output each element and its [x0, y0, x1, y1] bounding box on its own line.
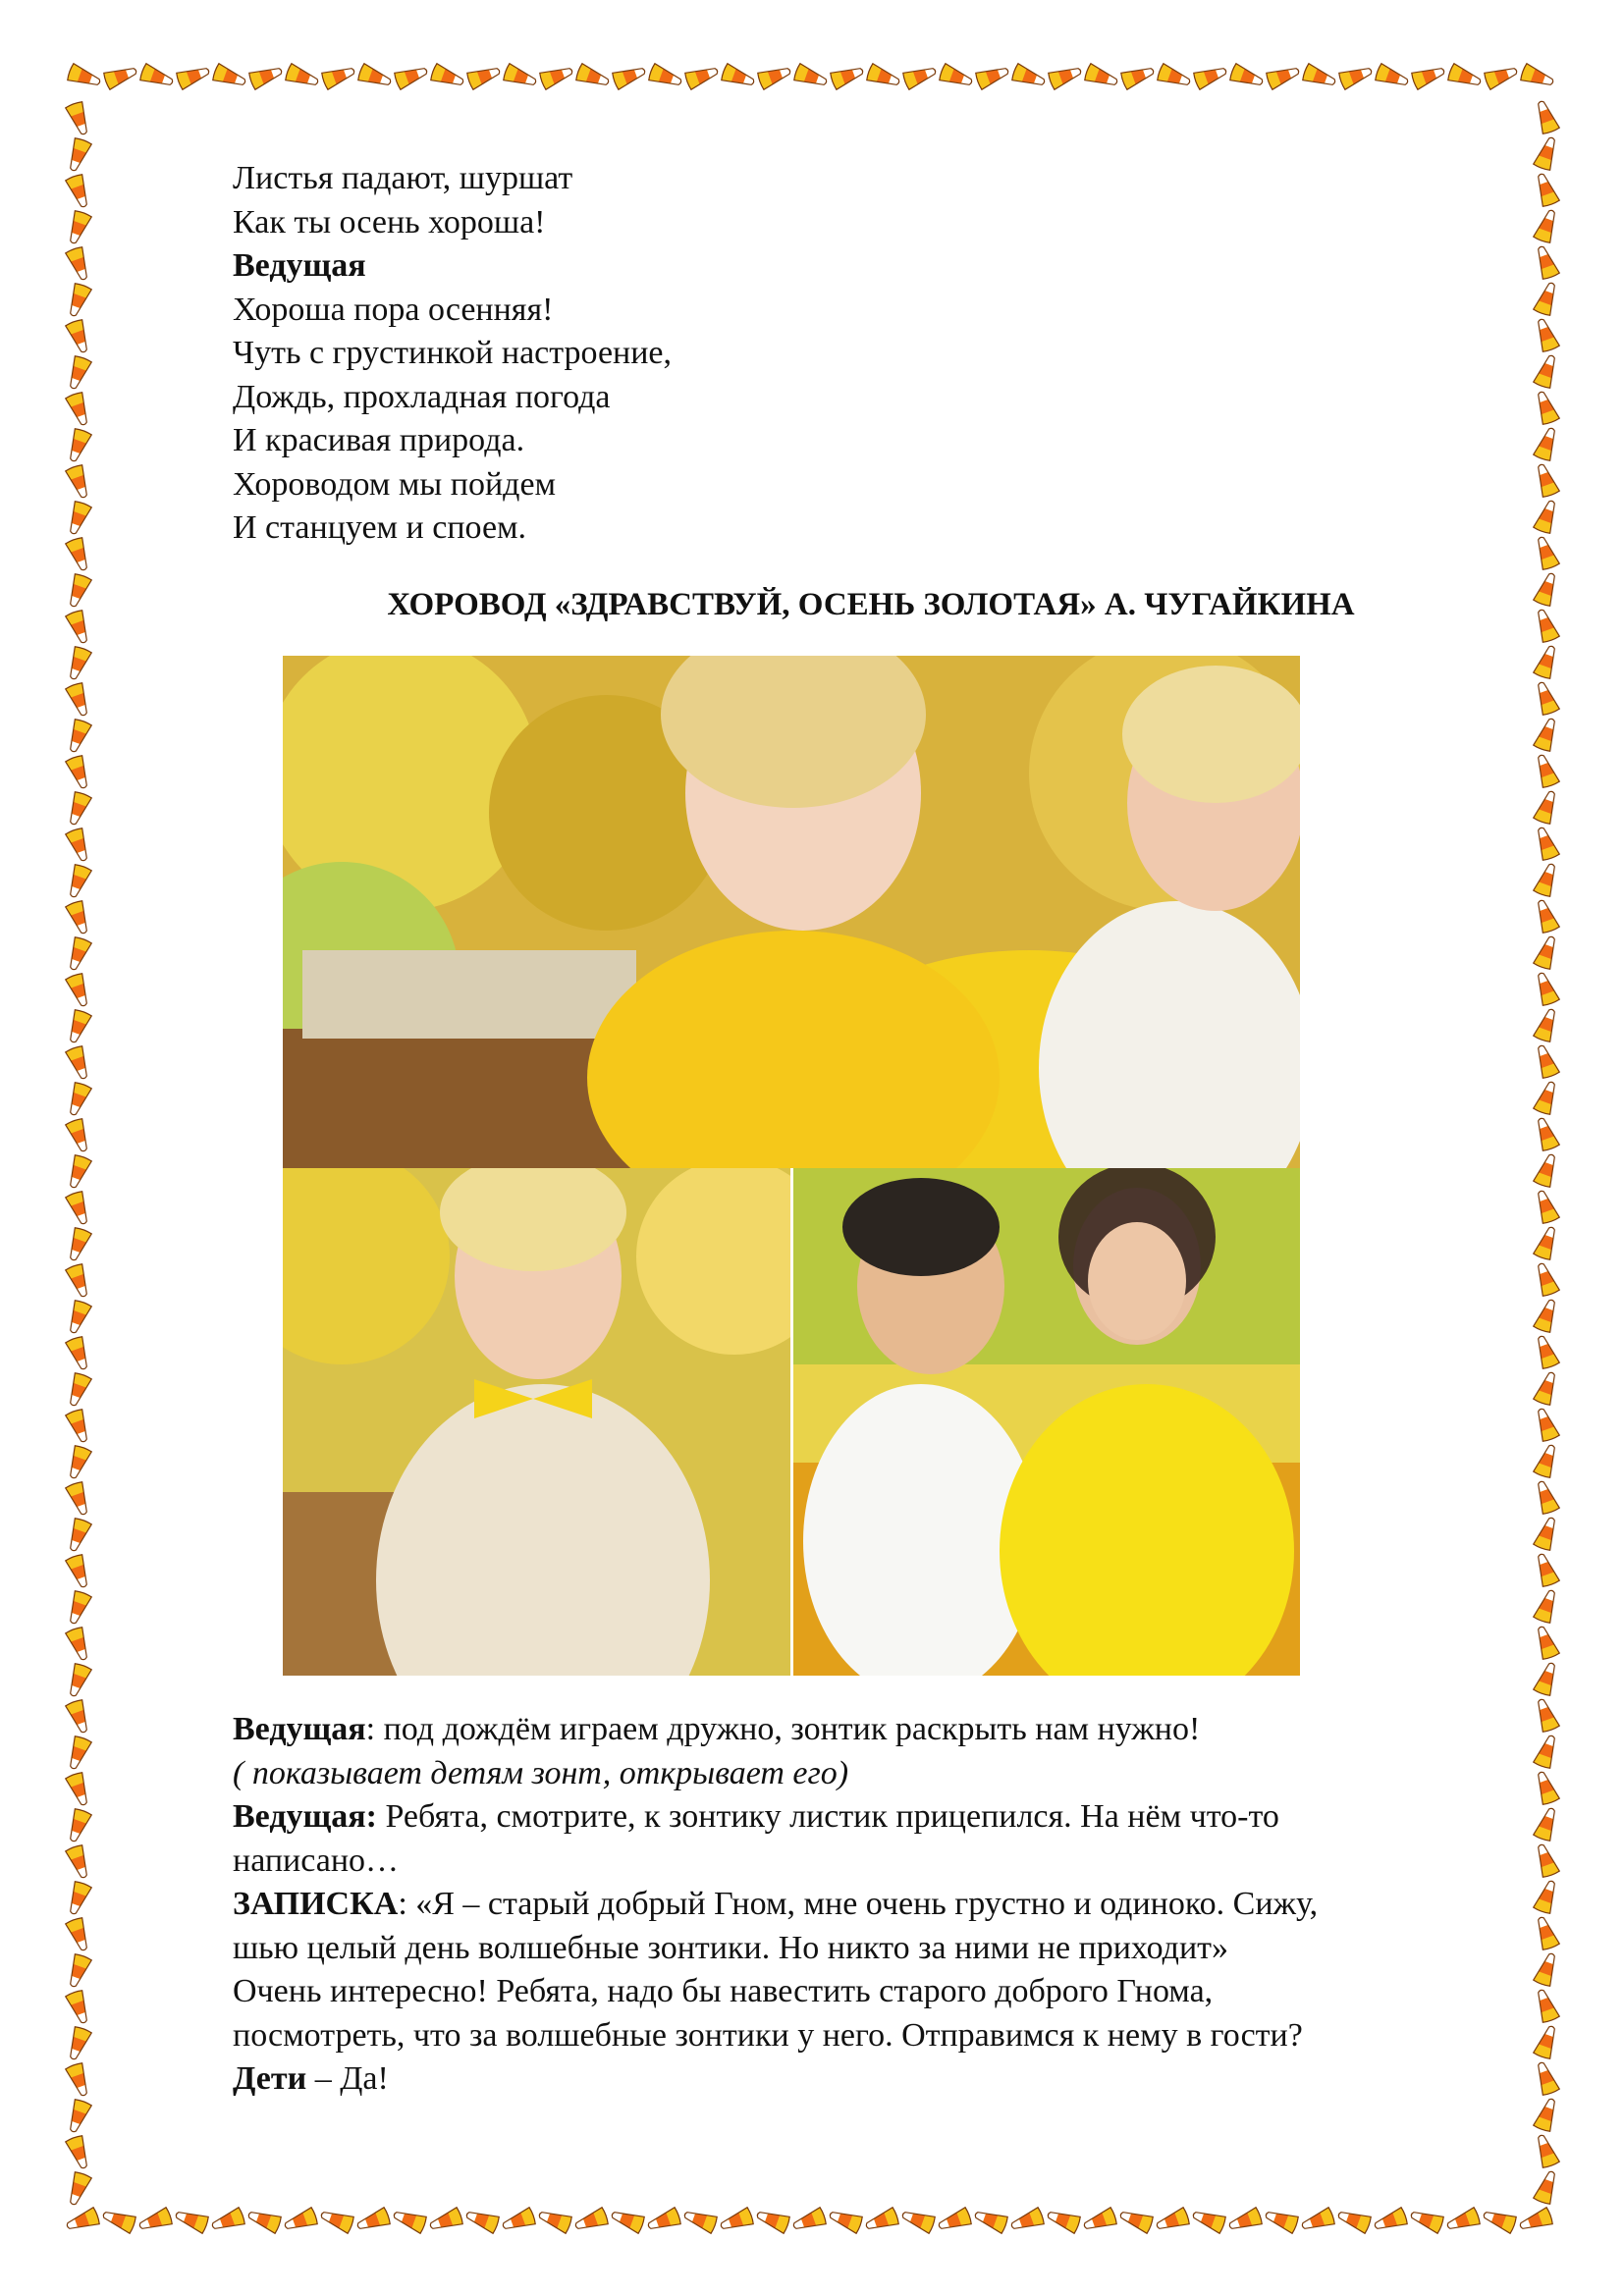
candy-corn-icon [863, 2207, 899, 2234]
candy-corn-icon [1117, 2207, 1154, 2234]
candy-corn-icon [65, 1154, 92, 1191]
candy-corn-icon [1533, 607, 1560, 643]
candy-corn-icon [1045, 2207, 1081, 2234]
candy-corn-icon [830, 63, 866, 90]
dialog-text: : под дождём играем дружно, зонтик раскрыть нам нужно! [365, 1711, 1201, 1747]
candy-corn-icon [65, 1045, 92, 1082]
candy-corn-icon [1533, 461, 1560, 498]
candy-corn-icon [609, 2207, 645, 2234]
candy-corn-icon [1411, 63, 1447, 90]
candy-corn-icon [65, 864, 92, 900]
candy-corn-icon [65, 1372, 92, 1409]
candy-corn-icon [1533, 1805, 1560, 1842]
poem-line: И станцуем и споем. [233, 509, 527, 546]
candy-corn-icon [899, 2207, 936, 2234]
candy-corn-icon [65, 1300, 92, 1336]
poem-line: Листья падают, шуршат [233, 160, 573, 196]
candy-corn-icon [65, 1590, 92, 1627]
photo-girl-yellow-dress [283, 656, 1300, 1168]
candy-corn-icon [902, 63, 939, 90]
candy-corn-icon [65, 1990, 92, 2026]
poem-line: Хороводом мы пойдем [233, 465, 557, 503]
candy-corn-icon [1533, 1151, 1560, 1188]
candy-corn-icon [1533, 1660, 1560, 1696]
candy-corn-icon [1335, 2207, 1372, 2234]
candy-corn-icon [1533, 2132, 1560, 2168]
poem-line: Как ты осень хороша! [233, 203, 546, 240]
candy-corn-icon [65, 464, 92, 501]
candy-corn-icon [65, 1554, 92, 1590]
candy-corn-icon [65, 1735, 92, 1772]
candy-corn-icon [1011, 63, 1048, 90]
candy-corn-icon [1338, 63, 1375, 90]
candy-corn-icon [65, 319, 92, 355]
candy-corn-icon [1533, 1987, 1560, 2023]
candy-corn-icon [65, 2135, 92, 2171]
candy-corn-icon [1533, 1733, 1560, 1769]
candy-corn-icon [1533, 897, 1560, 934]
dialog-line [233, 1970, 1509, 2014]
candy-corn-icon [1081, 2207, 1117, 2234]
candy-corn-icon [1533, 1369, 1560, 1406]
dialog-line [233, 1883, 1509, 1927]
candy-corn-icon [65, 246, 92, 283]
candy-corn-icon [1048, 63, 1084, 90]
candy-corn-icon [1533, 1006, 1560, 1042]
candy-corn-icon [1533, 1478, 1560, 1515]
candy-corn-icon [1533, 1914, 1560, 1950]
candy-corn-icon [65, 1808, 92, 1844]
candy-corn-icon [65, 1336, 92, 1372]
candy-corn-icon [572, 2207, 609, 2234]
candy-corn-icon [1299, 2207, 1335, 2234]
candy-corn-icon [65, 1263, 92, 1300]
dialog-line [233, 1795, 1509, 1840]
poem-line: И красивая природа. [233, 422, 525, 458]
candy-corn-icon [754, 2207, 790, 2234]
candy-corn-icon [212, 63, 248, 90]
candy-corn-icon [67, 63, 103, 90]
candy-corn-icon [790, 2207, 827, 2234]
candy-corn-icon [1120, 63, 1157, 90]
candy-corn-icon [209, 2207, 245, 2234]
candy-corn-icon [1533, 1442, 1560, 1478]
candy-corn-icon [139, 63, 176, 90]
candy-corn-icon [1266, 63, 1302, 90]
candy-corn-icon [65, 283, 92, 319]
candy-corn-icon [1533, 1188, 1560, 1224]
candy-corn-icon [65, 1627, 92, 1663]
candy-corn-icon [100, 2207, 136, 2234]
candy-corn-icon [65, 719, 92, 755]
dialog-block [233, 1708, 1509, 2102]
candy-corn-icon [575, 63, 612, 90]
candy-corn-icon [1533, 207, 1560, 243]
candy-corn-icon [975, 63, 1011, 90]
candy-corn-icon [1533, 1878, 1560, 1914]
candy-corn-icon [681, 2207, 718, 2234]
photo-children-holding-hands [793, 1168, 1300, 1676]
candy-corn-icon [1226, 2207, 1263, 2234]
candy-corn-icon [1533, 788, 1560, 825]
candy-corn-icon [430, 63, 466, 90]
candy-corn-icon [866, 63, 902, 90]
candy-corn-icon [1533, 570, 1560, 607]
candy-corn-icon [503, 63, 539, 90]
candy-corn-icon [136, 2207, 173, 2234]
candy-corn-icon [1533, 1224, 1560, 1260]
candy-corn-icon [65, 2171, 92, 2208]
candy-corn-icon [64, 2207, 100, 2234]
candy-corn-icon [318, 2207, 354, 2234]
speaker-label: Ведущая: [233, 1798, 377, 1835]
candy-corn-icon [65, 137, 92, 174]
poem-line: Дождь, прохладная погода [233, 378, 611, 415]
candy-corn-icon [282, 2207, 318, 2234]
dialog-text: посмотреть, что за волшебные зонтики у него. Отправимся к нему в гости? [233, 2016, 1303, 2054]
candy-corn-icon [684, 63, 721, 90]
candy-corn-icon [65, 1445, 92, 1481]
candy-corn-icon [65, 501, 92, 537]
candy-corn-icon [65, 900, 92, 936]
photo-boy-bow-tie [283, 1168, 790, 1676]
dialog-line [233, 1927, 1509, 1971]
candy-corn-icon [1533, 2023, 1560, 2059]
candy-corn-icon [176, 63, 212, 90]
candy-corn-icon [1533, 1769, 1560, 1805]
candy-corn-icon [1533, 389, 1560, 425]
candy-corn-icon [1533, 1333, 1560, 1369]
candy-corn-icon [721, 63, 757, 90]
candy-corn-icon [65, 1518, 92, 1554]
candy-corn-icon [539, 63, 575, 90]
candy-corn-icon [65, 1953, 92, 1990]
dialog-text: : «Я – старый добрый Гном, мне очень грустно и одиноко. Сижу, [398, 1886, 1319, 1922]
candy-corn-icon [245, 2207, 282, 2234]
poem-line: Чуть с грустинкой настроение, [233, 335, 673, 371]
candy-corn-icon [1302, 63, 1338, 90]
dialog-text: – Да! [306, 2060, 389, 2097]
candy-corn-icon [1533, 861, 1560, 897]
candy-corn-icon [65, 1481, 92, 1518]
candy-corn-icon [103, 63, 139, 90]
candy-corn-icon [1533, 1515, 1560, 1551]
candy-corn-icon [65, 1227, 92, 1263]
candy-corn-icon [1533, 679, 1560, 716]
dialog-text: написано… [233, 1842, 400, 1879]
candy-corn-icon [1533, 280, 1560, 316]
candy-corn-icon [1533, 1587, 1560, 1624]
candy-corn-icon [757, 63, 793, 90]
candy-corn-icon [466, 63, 503, 90]
candy-corn-icon [65, 1082, 92, 1118]
candy-corn-icon [65, 1009, 92, 1045]
candy-corn-icon [645, 2207, 681, 2234]
dialog-text: Очень интересно! Ребята, надо бы навестить старого доброго Гнома, [233, 1973, 1214, 2009]
dance-title: ХОРОВОД «ЗДРАВСТВУЙ, ОСЕНЬ ЗОЛОТАЯ» А. ЧУГАЙКИНА [387, 587, 1355, 622]
candy-corn-icon [1533, 752, 1560, 788]
candy-corn-icon [65, 1844, 92, 1881]
candy-corn-icon [1533, 716, 1560, 752]
dialog-line [233, 2057, 1509, 2102]
candy-corn-icon [1533, 243, 1560, 280]
poem-line: Ведущая [233, 247, 366, 284]
candy-corn-icon [1533, 643, 1560, 679]
candy-corn-icon [65, 537, 92, 573]
candy-corn-icon [1533, 1842, 1560, 1878]
candy-corn-icon [827, 2207, 863, 2234]
candy-corn-icon [65, 828, 92, 864]
speaker-label: Дети [233, 2060, 307, 2097]
candy-corn-icon [65, 573, 92, 610]
candy-corn-icon [1372, 2207, 1408, 2234]
candy-corn-icon [1533, 1115, 1560, 1151]
candy-corn-icon [65, 1663, 92, 1699]
candy-corn-icon [1484, 63, 1520, 90]
candy-corn-icon [65, 392, 92, 428]
candy-corn-icon [1533, 425, 1560, 461]
candy-corn-icon [65, 1118, 92, 1154]
candy-corn-icon [1157, 63, 1193, 90]
candy-corn-icon [427, 2207, 463, 2234]
candy-corn-icon [1533, 2168, 1560, 2205]
candy-corn-icon [463, 2207, 500, 2234]
candy-corn-icon [65, 101, 92, 137]
candy-corn-icon [1533, 1042, 1560, 1079]
speaker-label: ЗАПИСКА [233, 1886, 399, 1922]
candy-corn-icon [173, 2207, 209, 2234]
candy-corn-icon [1375, 63, 1411, 90]
candy-corn-icon [1533, 1551, 1560, 1587]
candy-corn-icon [65, 355, 92, 392]
candy-corn-icon [65, 755, 92, 791]
candy-corn-icon [65, 1917, 92, 1953]
candy-corn-icon [65, 2062, 92, 2099]
candy-corn-icon [65, 646, 92, 682]
candy-corn-icon [1533, 352, 1560, 389]
candy-corn-icon [65, 1409, 92, 1445]
dialog-line [233, 1840, 1509, 1884]
candy-corn-icon [1533, 171, 1560, 207]
candy-corn-icon [1408, 2207, 1444, 2234]
candy-corn-icon [1084, 63, 1120, 90]
candy-corn-icon [65, 2099, 92, 2135]
candy-corn-icon [65, 1881, 92, 1917]
candy-corn-icon [65, 2026, 92, 2062]
candy-corn-icon [1444, 2207, 1481, 2234]
candy-corn-icon [972, 2207, 1008, 2234]
candy-corn-icon [65, 936, 92, 973]
candy-corn-icon [1533, 316, 1560, 352]
candy-corn-icon [394, 63, 430, 90]
poem-line: Хороша пора осенняя! [233, 291, 554, 328]
candy-corn-icon [1533, 1950, 1560, 1987]
candy-corn-icon [1533, 934, 1560, 970]
stage-direction: ( показывает детям зонт, открывает его) [233, 1754, 849, 1791]
candy-corn-icon [321, 63, 357, 90]
candy-corn-icon [648, 63, 684, 90]
candy-corn-icon [248, 63, 285, 90]
candy-corn-icon [1533, 1260, 1560, 1297]
candy-corn-icon [939, 63, 975, 90]
candy-corn-icon [1533, 1297, 1560, 1333]
candy-corn-icon [500, 2207, 536, 2234]
candy-corn-icon [936, 2207, 972, 2234]
candy-corn-icon [357, 63, 394, 90]
candy-corn-icon [65, 1699, 92, 1735]
candy-corn-icon [65, 210, 92, 246]
candy-corn-icon [1533, 98, 1560, 134]
candy-corn-icon [65, 973, 92, 1009]
candy-corn-icon [1533, 2059, 1560, 2096]
candy-corn-icon [1154, 2207, 1190, 2234]
candy-corn-icon [1533, 1079, 1560, 1115]
candy-corn-icon [1533, 970, 1560, 1006]
candy-corn-icon [1533, 134, 1560, 171]
candy-corn-icon [1533, 1624, 1560, 1660]
speaker-label: Ведущая [233, 1711, 366, 1747]
candy-corn-icon [1447, 63, 1484, 90]
candy-corn-icon [354, 2207, 391, 2234]
candy-corn-icon [65, 1191, 92, 1227]
candy-corn-icon [65, 428, 92, 464]
candy-corn-icon [65, 174, 92, 210]
poem-block [233, 157, 1509, 551]
candy-corn-icon [1533, 1696, 1560, 1733]
candy-corn-icon [612, 63, 648, 90]
candy-corn-icon [1193, 63, 1229, 90]
candy-corn-icon [1190, 2207, 1226, 2234]
candy-corn-icon [1008, 2207, 1045, 2234]
candy-corn-icon [285, 63, 321, 90]
candy-corn-icon [1533, 825, 1560, 861]
candy-corn-icon [65, 791, 92, 828]
candy-corn-icon [391, 2207, 427, 2234]
candy-corn-icon [1533, 534, 1560, 570]
dialog-text: Ребята, смотрите, к зонтику листик прицепился. На нём что-то [376, 1798, 1279, 1835]
candy-corn-icon [1229, 63, 1266, 90]
dialog-line [233, 2014, 1509, 2058]
candy-corn-icon [65, 682, 92, 719]
candy-corn-icon [65, 1772, 92, 1808]
candy-corn-icon [1533, 1406, 1560, 1442]
candy-corn-icon [1481, 2207, 1517, 2234]
candy-corn-icon [1520, 63, 1556, 90]
candy-corn-icon [1263, 2207, 1299, 2234]
candy-corn-icon [1533, 2096, 1560, 2132]
candy-corn-icon [536, 2207, 572, 2234]
candy-corn-icon [793, 63, 830, 90]
candy-corn-icon [1533, 498, 1560, 534]
candy-corn-icon [65, 610, 92, 646]
candy-corn-icon [1517, 2207, 1553, 2234]
dialog-line [233, 1752, 1509, 1796]
dialog-text: шью целый день волшебные зонтики. Но никто за ними не приходит» [233, 1929, 1229, 1966]
dialog-line [233, 1708, 1509, 1752]
candy-corn-icon [718, 2207, 754, 2234]
